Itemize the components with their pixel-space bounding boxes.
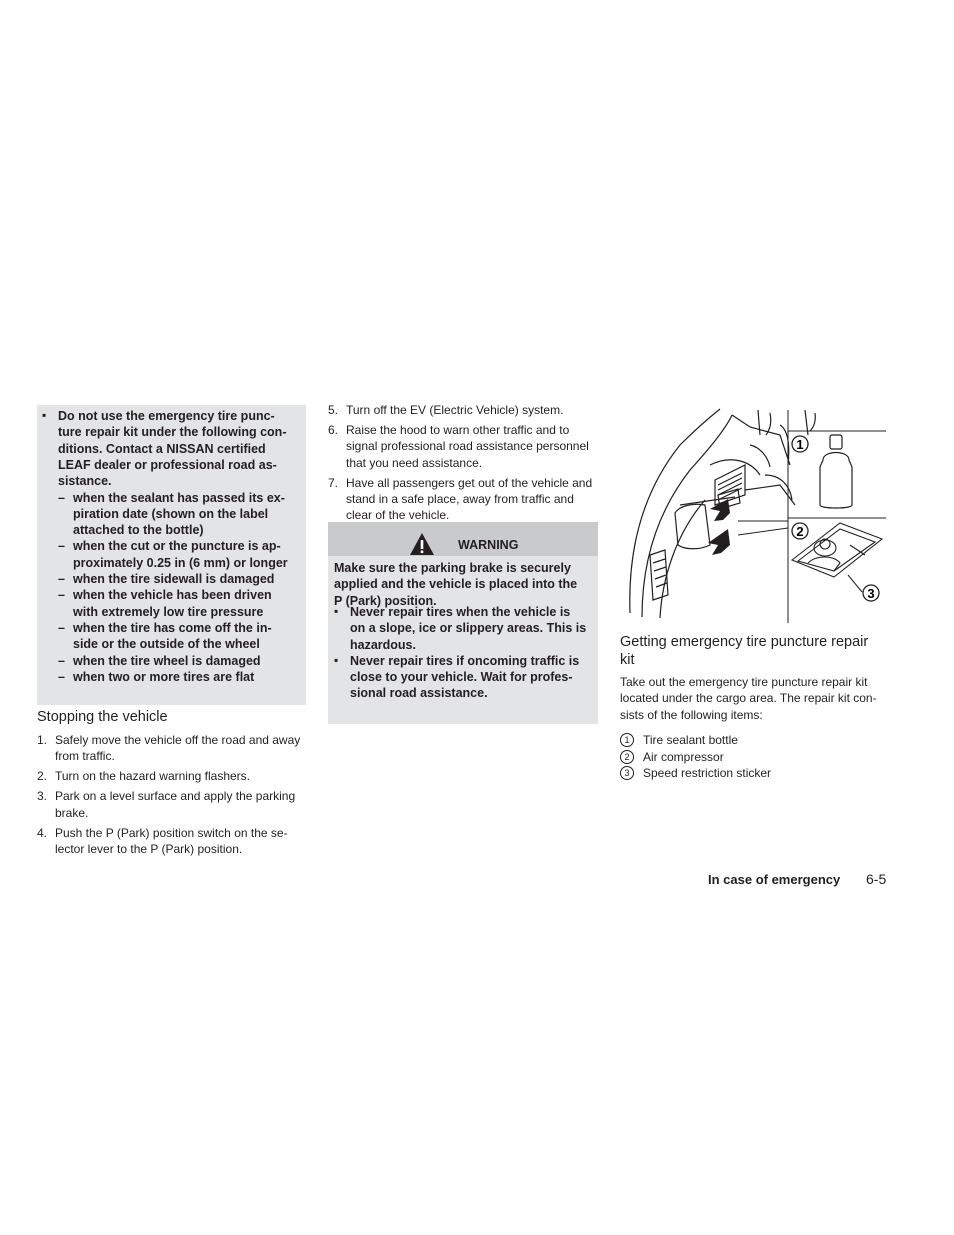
warning-line: hazardous.	[350, 637, 416, 652]
step-text	[346, 402, 598, 418]
caution-intro-line: sistance.	[58, 474, 112, 489]
condition-line: when the tire has come off the in-	[73, 620, 272, 635]
legend-number: 1	[620, 733, 634, 747]
condition-item	[73, 653, 300, 669]
condition-dash: –	[58, 572, 65, 586]
condition-line: when two or more tires are flat	[73, 669, 255, 684]
step-text	[55, 788, 306, 821]
kit-heading-line: Getting emergency tire puncture repair	[620, 634, 869, 650]
condition-dash: –	[58, 588, 65, 603]
condition-line: when the sealant has passed its ex-	[73, 490, 285, 505]
kit-body-line: located under the cargo area. The repair kit con-	[620, 691, 877, 706]
step-line: Turn on the hazard warning flashers.	[55, 769, 250, 784]
condition-item	[73, 669, 300, 685]
warning-item	[350, 604, 592, 653]
warning-intro	[334, 560, 592, 609]
legend-number: 2	[620, 750, 634, 764]
step-line: Have all passengers get out of the vehicle and	[346, 475, 593, 490]
warning-line: Never repair tires when the vehicle is	[350, 605, 571, 619]
warning-intro-line: applied and the vehicle is placed into the	[334, 577, 578, 592]
step-line: signal professional road assistance personnel	[346, 439, 589, 454]
sealant-bottle-drawing	[820, 435, 852, 508]
step-text	[55, 768, 306, 784]
callout-3: 3	[867, 586, 875, 601]
step-text	[346, 475, 598, 524]
warning-line: sional road assistance.	[350, 686, 488, 701]
step-line: Safely move the vehicle off the road and away	[55, 733, 301, 747]
kit-body	[620, 674, 889, 723]
condition-dash: –	[58, 539, 65, 554]
step-line: Push the P (Park) position switch on the se-	[55, 825, 288, 840]
condition-dash: –	[58, 669, 65, 684]
condition-line: attached to the bottle)	[73, 523, 204, 538]
step-line: brake.	[55, 805, 89, 820]
footer-page-number: 6-5	[866, 871, 887, 887]
footer-section-title: In case of emergency	[708, 872, 841, 887]
kit-body-line: Take out the emergency tire puncture repair kit	[620, 675, 868, 689]
step-line: Raise the hood to warn other traffic and to	[346, 422, 570, 437]
warning-bullet: ▪	[334, 652, 339, 667]
caution-intro-line: ditions. Contact a NISSAN certified	[58, 441, 266, 456]
step-number: 1.	[37, 733, 48, 747]
kit-heading-line: kit	[620, 652, 635, 668]
condition-line: when the vehicle has been driven	[73, 588, 272, 603]
warning-header	[328, 522, 598, 556]
step-number: 6.	[328, 422, 339, 437]
condition-line: side or the outside of the wheel	[73, 637, 260, 652]
step-line: clear of the vehicle.	[346, 508, 450, 523]
warning-title: WARNING	[458, 538, 519, 552]
caution-box	[37, 405, 306, 705]
legend-label: Air compressor	[643, 749, 724, 764]
step-text	[346, 422, 598, 471]
step-number: 3.	[37, 789, 48, 804]
warning-bullet: ▪	[334, 604, 339, 618]
warning-line: Never repair tires if oncoming traffic is	[350, 653, 580, 668]
kit-heading	[620, 633, 868, 669]
condition-line: when the tire sidewall is damaged	[73, 572, 275, 586]
condition-item	[73, 490, 300, 539]
condition-dash: –	[58, 653, 65, 668]
condition-item	[73, 571, 300, 587]
condition-dash: –	[58, 620, 65, 635]
caution-intro-line: LEAF dealer or professional road as-	[58, 457, 277, 472]
condition-line: proximately 0.25 in (6 mm) or longer	[73, 555, 288, 570]
step-number: 2.	[37, 769, 48, 784]
condition-dash: –	[58, 490, 65, 505]
step-line: Park on a level surface and apply the parking	[55, 789, 296, 804]
caution-bullet: ▪	[42, 408, 47, 422]
warning-item	[350, 653, 592, 702]
step-text	[55, 732, 306, 765]
warning-line: close to your vehicle. Wait for profes-	[350, 670, 573, 685]
kit-body-line: sists of the following items:	[620, 707, 763, 722]
condition-line: when the tire wheel is damaged	[73, 653, 261, 668]
condition-line: with extremely low tire pressure	[73, 604, 264, 619]
caution-intro-line: Do not use the emergency tire punc-	[58, 409, 275, 423]
caution-intro	[58, 408, 300, 489]
warning-triangle-icon	[409, 532, 435, 556]
step-line: Turn off the EV (Electric Vehicle) system.	[346, 403, 564, 417]
step-text	[55, 825, 306, 858]
step-number: 7.	[328, 475, 339, 490]
callout-1: 1	[796, 437, 804, 452]
warning-intro-line: P (Park) position.	[334, 593, 437, 608]
step-line: lector lever to the P (Park) position.	[55, 841, 243, 856]
condition-item	[73, 620, 300, 653]
step-number: 4.	[37, 825, 48, 840]
warning-line: on a slope, ice or slippery areas. This is	[350, 621, 587, 636]
stopping-heading: Stopping the vehicle	[37, 709, 168, 725]
legend-label: Tire sealant bottle	[643, 733, 738, 747]
step-line: that you need assistance.	[346, 455, 483, 470]
condition-item	[73, 587, 300, 620]
step-line: from traffic.	[55, 749, 115, 764]
repair-kit-illustration	[620, 405, 886, 623]
callout-2: 2	[796, 524, 804, 539]
legend-label: Speed restriction sticker	[643, 766, 772, 780]
condition-item	[73, 538, 300, 571]
caution-intro-line: ture repair kit under the following con-	[58, 425, 287, 440]
step-number: 5.	[328, 403, 339, 417]
step-line: stand in a safe place, away from traffic and	[346, 492, 574, 506]
condition-line: piration date (shown on the label	[73, 506, 269, 521]
warning-intro-line: Make sure the parking brake is securely	[334, 561, 571, 575]
condition-line: when the cut or the puncture is ap-	[73, 539, 281, 554]
warning-box	[328, 522, 598, 724]
legend-number: 3	[620, 766, 634, 780]
